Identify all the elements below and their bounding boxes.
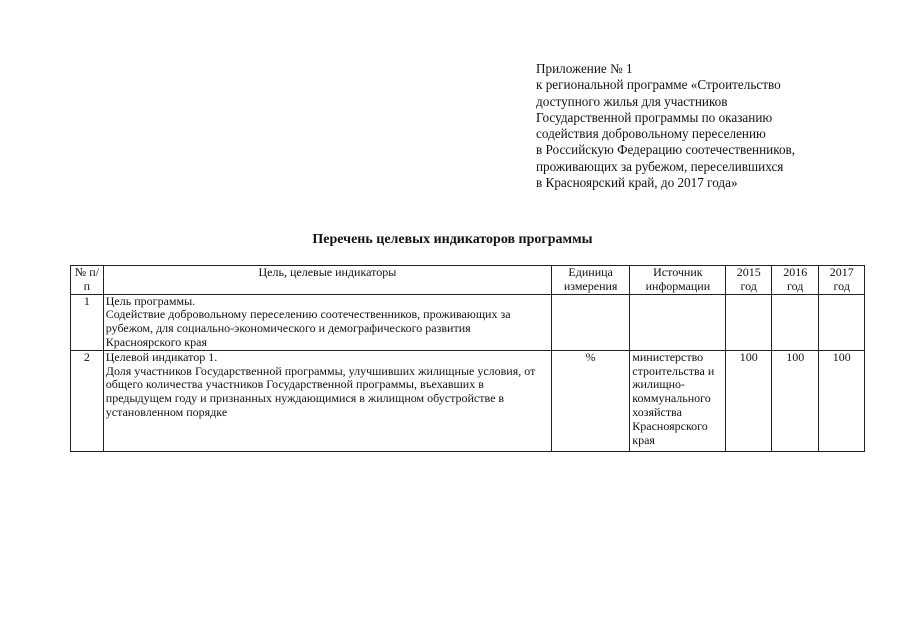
value-2016: 100 (771, 350, 819, 451)
unit-cell: % (552, 350, 630, 451)
appendix-header (536, 61, 866, 191)
header-num: № п/п (71, 266, 104, 295)
goal-title: Цель программы. (105, 293, 196, 308)
header-2016: 2016 год (771, 266, 819, 295)
appendix-line: Государственной программы по оказанию (536, 109, 773, 125)
header-source: Источник информации (630, 266, 726, 295)
value-2015: 100 (726, 350, 771, 451)
goal-text: Содействие добровольному переселению соотечественников, проживающих за рубежом, для социально-экономического и демографического развития Красноярского края (105, 307, 511, 349)
value-2015 (726, 294, 771, 350)
indicator-title: Целевой индикатор 1. (105, 349, 218, 364)
appendix-line: Приложение № 1 (536, 61, 633, 76)
table-row (71, 294, 865, 350)
row-number: 2 (71, 350, 104, 451)
unit-cell (552, 294, 630, 350)
indicators-table (70, 265, 865, 452)
appendix-line: проживающих за рубежом, переселившихся (536, 158, 784, 174)
header-goal: Цель, целевые индикаторы (103, 266, 551, 295)
value-2017: 100 (819, 350, 865, 451)
table-row (71, 350, 865, 451)
header-2017: 2017 год (819, 266, 865, 295)
appendix-line: к региональной программе «Строительство (536, 77, 781, 93)
appendix-line: содействия добровольному переселению (536, 126, 766, 142)
header-unit: Единица измерения (552, 266, 630, 295)
goal-cell (103, 350, 551, 451)
document-title: Перечень целевых индикаторов программы (312, 232, 593, 247)
source-cell (630, 294, 726, 350)
indicator-text: Доля участников Государственной программы, улучшивших жилищные условия, от общего количества участников Государственной программы, въехавших в предыдущем году и признанных нуждающимися в жилищном обустройстве в установленном порядке (105, 363, 536, 419)
source-cell: министерство строительства и жилищно-коммунального хозяйства Красноярского края (630, 350, 726, 451)
goal-cell (103, 294, 551, 350)
header-2015: 2015 год (726, 266, 771, 295)
appendix-line: в Красноярский край, до 2017 года» (536, 175, 738, 191)
appendix-line: в Российскую Федерацию соотечественников, (536, 142, 796, 158)
table-header-row (71, 266, 865, 295)
appendix-line: доступного жилья для участников (536, 93, 728, 109)
value-2016 (771, 294, 819, 350)
value-2017 (819, 294, 865, 350)
row-number: 1 (71, 294, 104, 350)
